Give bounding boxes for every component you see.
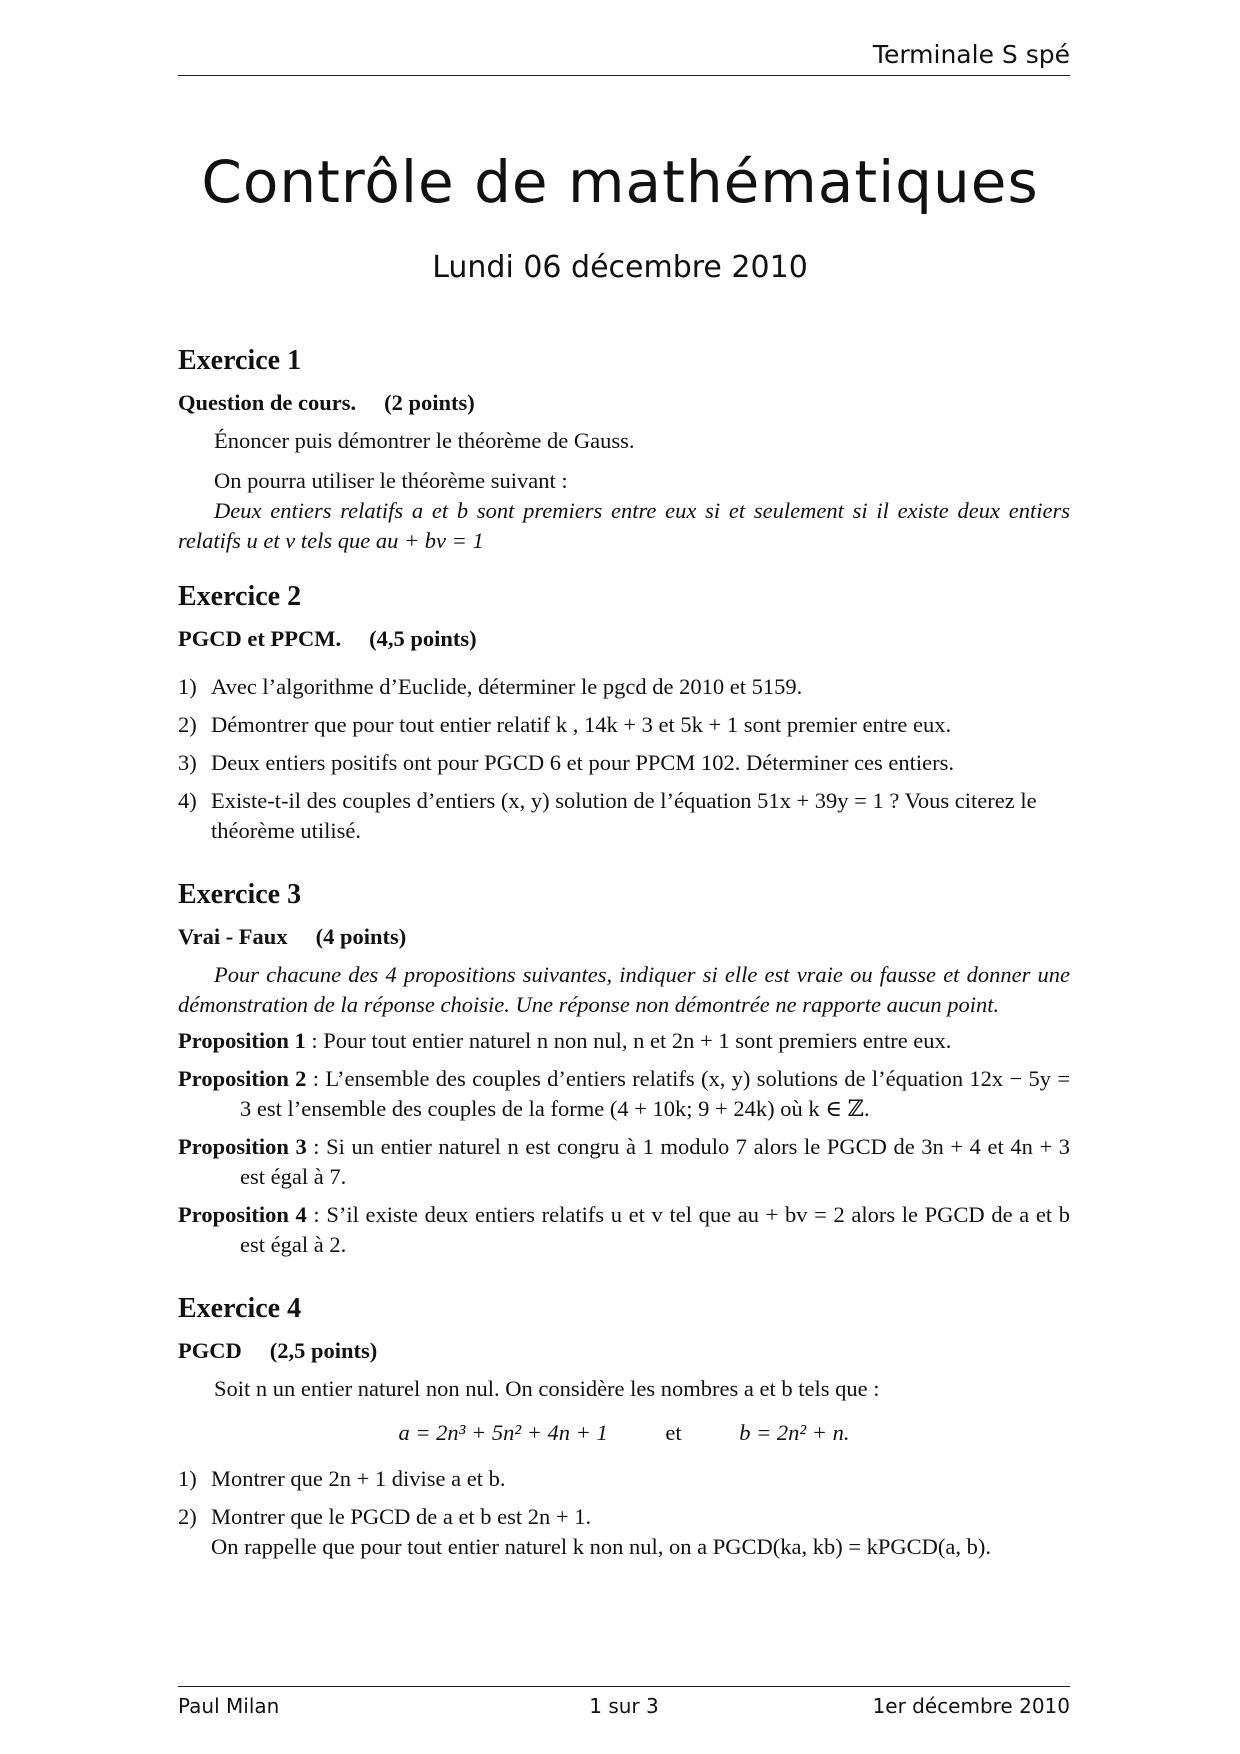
list-item <box>178 748 1070 778</box>
question-title <box>178 922 1070 952</box>
proposition <box>178 1132 1070 1192</box>
item-number: 1) <box>178 1466 197 1491</box>
question-label: Question de cours. <box>178 390 357 415</box>
footer-date: 1er décembre 2010 <box>872 1694 1070 1718</box>
exercise-heading: Exercice 3 <box>178 879 302 910</box>
question-label: PGCD <box>178 1338 242 1363</box>
list-item <box>178 710 1070 740</box>
item-number: 2) <box>178 712 197 737</box>
exercise-1 <box>178 344 1070 556</box>
formula-connector: et <box>665 1420 682 1445</box>
proposition <box>178 1200 1070 1260</box>
header-rule <box>178 75 1070 76</box>
proposition-label: Proposition 3 <box>178 1134 307 1159</box>
page-title: Contrôle de mathématiques <box>201 148 1039 216</box>
question-label: Vrai - Faux <box>178 924 288 949</box>
exam-content <box>178 344 1070 1562</box>
list-item <box>178 1464 1070 1494</box>
list-item <box>178 1502 1070 1532</box>
paragraph: Soit n un entier naturel non nul. On considère les nombres a et b tels que : <box>214 1376 880 1401</box>
item-text: Montrer que 2n + 1 divise a et b. <box>211 1466 506 1491</box>
proposition-label: Proposition 2 <box>178 1066 307 1091</box>
item-text: Démontrer que pour tout entier relatif k , 14k + 3 et 5k + 1 sont premier entre eux. <box>211 712 952 737</box>
question-list <box>178 672 1070 846</box>
points-label: (2 points) <box>384 390 475 415</box>
formula-b: b = 2n² + n. <box>739 1420 850 1445</box>
proposition <box>178 1026 1070 1056</box>
exercise-heading: Exercice 4 <box>178 1293 302 1324</box>
formula <box>178 1418 1070 1448</box>
points-label: (2,5 points) <box>269 1338 378 1363</box>
item-number: 3) <box>178 750 197 775</box>
item-text: Existe-t-il des couples d’entiers (x, y) solution de l’équation 51x + 39y = 1 ? Vous citerez le théorème utilisé. <box>211 788 1037 843</box>
formula-a: a = 2n³ + 5n² + 4n + 1 <box>398 1420 608 1445</box>
exercise-2 <box>178 580 1070 846</box>
reminder: On rappelle que pour tout entier naturel k non nul, on a PGCD(ka, kb) = kPGCD(a, b). <box>211 1534 992 1559</box>
proposition <box>178 1064 1070 1124</box>
exercise-heading: Exercice 2 <box>178 581 302 612</box>
proposition-text: : S’il existe deux entiers relatifs u et v tel que au + bv = 2 alors le PGCD de a et b est égal à 2. <box>240 1202 1071 1257</box>
item-number: 1) <box>178 674 197 699</box>
paragraph: Énoncer puis démontrer le théorème de Gauss. <box>214 428 635 453</box>
footer-author: Paul Milan <box>178 1694 280 1718</box>
exercise-4 <box>178 1292 1070 1562</box>
item-number: 4) <box>178 788 197 813</box>
footer-page-number: 1 sur 3 <box>589 1694 659 1718</box>
class-label: Terminale S spé <box>872 40 1070 69</box>
item-text: Avec l’algorithme d’Euclide, déterminer le pgcd de 2010 et 5159. <box>211 674 803 699</box>
theorem-statement: Deux entiers relatifs a et b sont premiers entre eux si et seulement si il existe deux entiers relatifs u et v tels que au + bv = 1 <box>178 498 1070 553</box>
question-label: PGCD et PPCM. <box>178 626 342 651</box>
exercise-3 <box>178 878 1070 1260</box>
question-list <box>178 1464 1070 1532</box>
page-subtitle: Lundi 06 décembre 2010 <box>432 250 808 285</box>
question-title <box>178 624 1070 654</box>
item-number: 2) <box>178 1504 197 1529</box>
item-text: Deux entiers positifs ont pour PGCD 6 et pour PPCM 102. Déterminer ces entiers. <box>211 750 955 775</box>
proposition-label: Proposition 4 <box>178 1202 307 1227</box>
question-title <box>178 1336 1070 1366</box>
proposition-text: : Si un entier naturel n est congru à 1 modulo 7 alors le PGCD de 3n + 4 et 4n + 3 est égal à 7. <box>240 1134 1070 1189</box>
item-text: Montrer que le PGCD de a et b est 2n + 1. <box>211 1504 592 1529</box>
paragraph: On pourra utiliser le théorème suivant : <box>214 468 568 493</box>
footer-rule <box>178 1686 1070 1687</box>
proposition-label: Proposition 1 <box>178 1028 306 1053</box>
exercise-heading: Exercice 1 <box>178 345 302 376</box>
question-title <box>178 388 1070 418</box>
proposition-text: : L’ensemble des couples d’entiers relatifs (x, y) solutions de l’équation 12x − 5y = 3 est l’ensemble des couples de la forme (4 + 10k; 9 + 24k) où k ∈ ℤ. <box>240 1066 1071 1121</box>
points-label: (4,5 points) <box>369 626 477 651</box>
proposition-text: : Pour tout entier naturel n non nul, n et 2n + 1 sont premiers entre eux. <box>305 1028 952 1053</box>
instructions: Pour chacune des 4 propositions suivantes, indiquer si elle est vraie ou fausse et donner une démonstration de la réponse choisie. Une réponse non démontrée ne rapporte aucun point. <box>178 962 1070 1017</box>
list-item <box>178 786 1070 846</box>
list-item <box>178 672 1070 702</box>
points-label: (4 points) <box>315 924 407 949</box>
